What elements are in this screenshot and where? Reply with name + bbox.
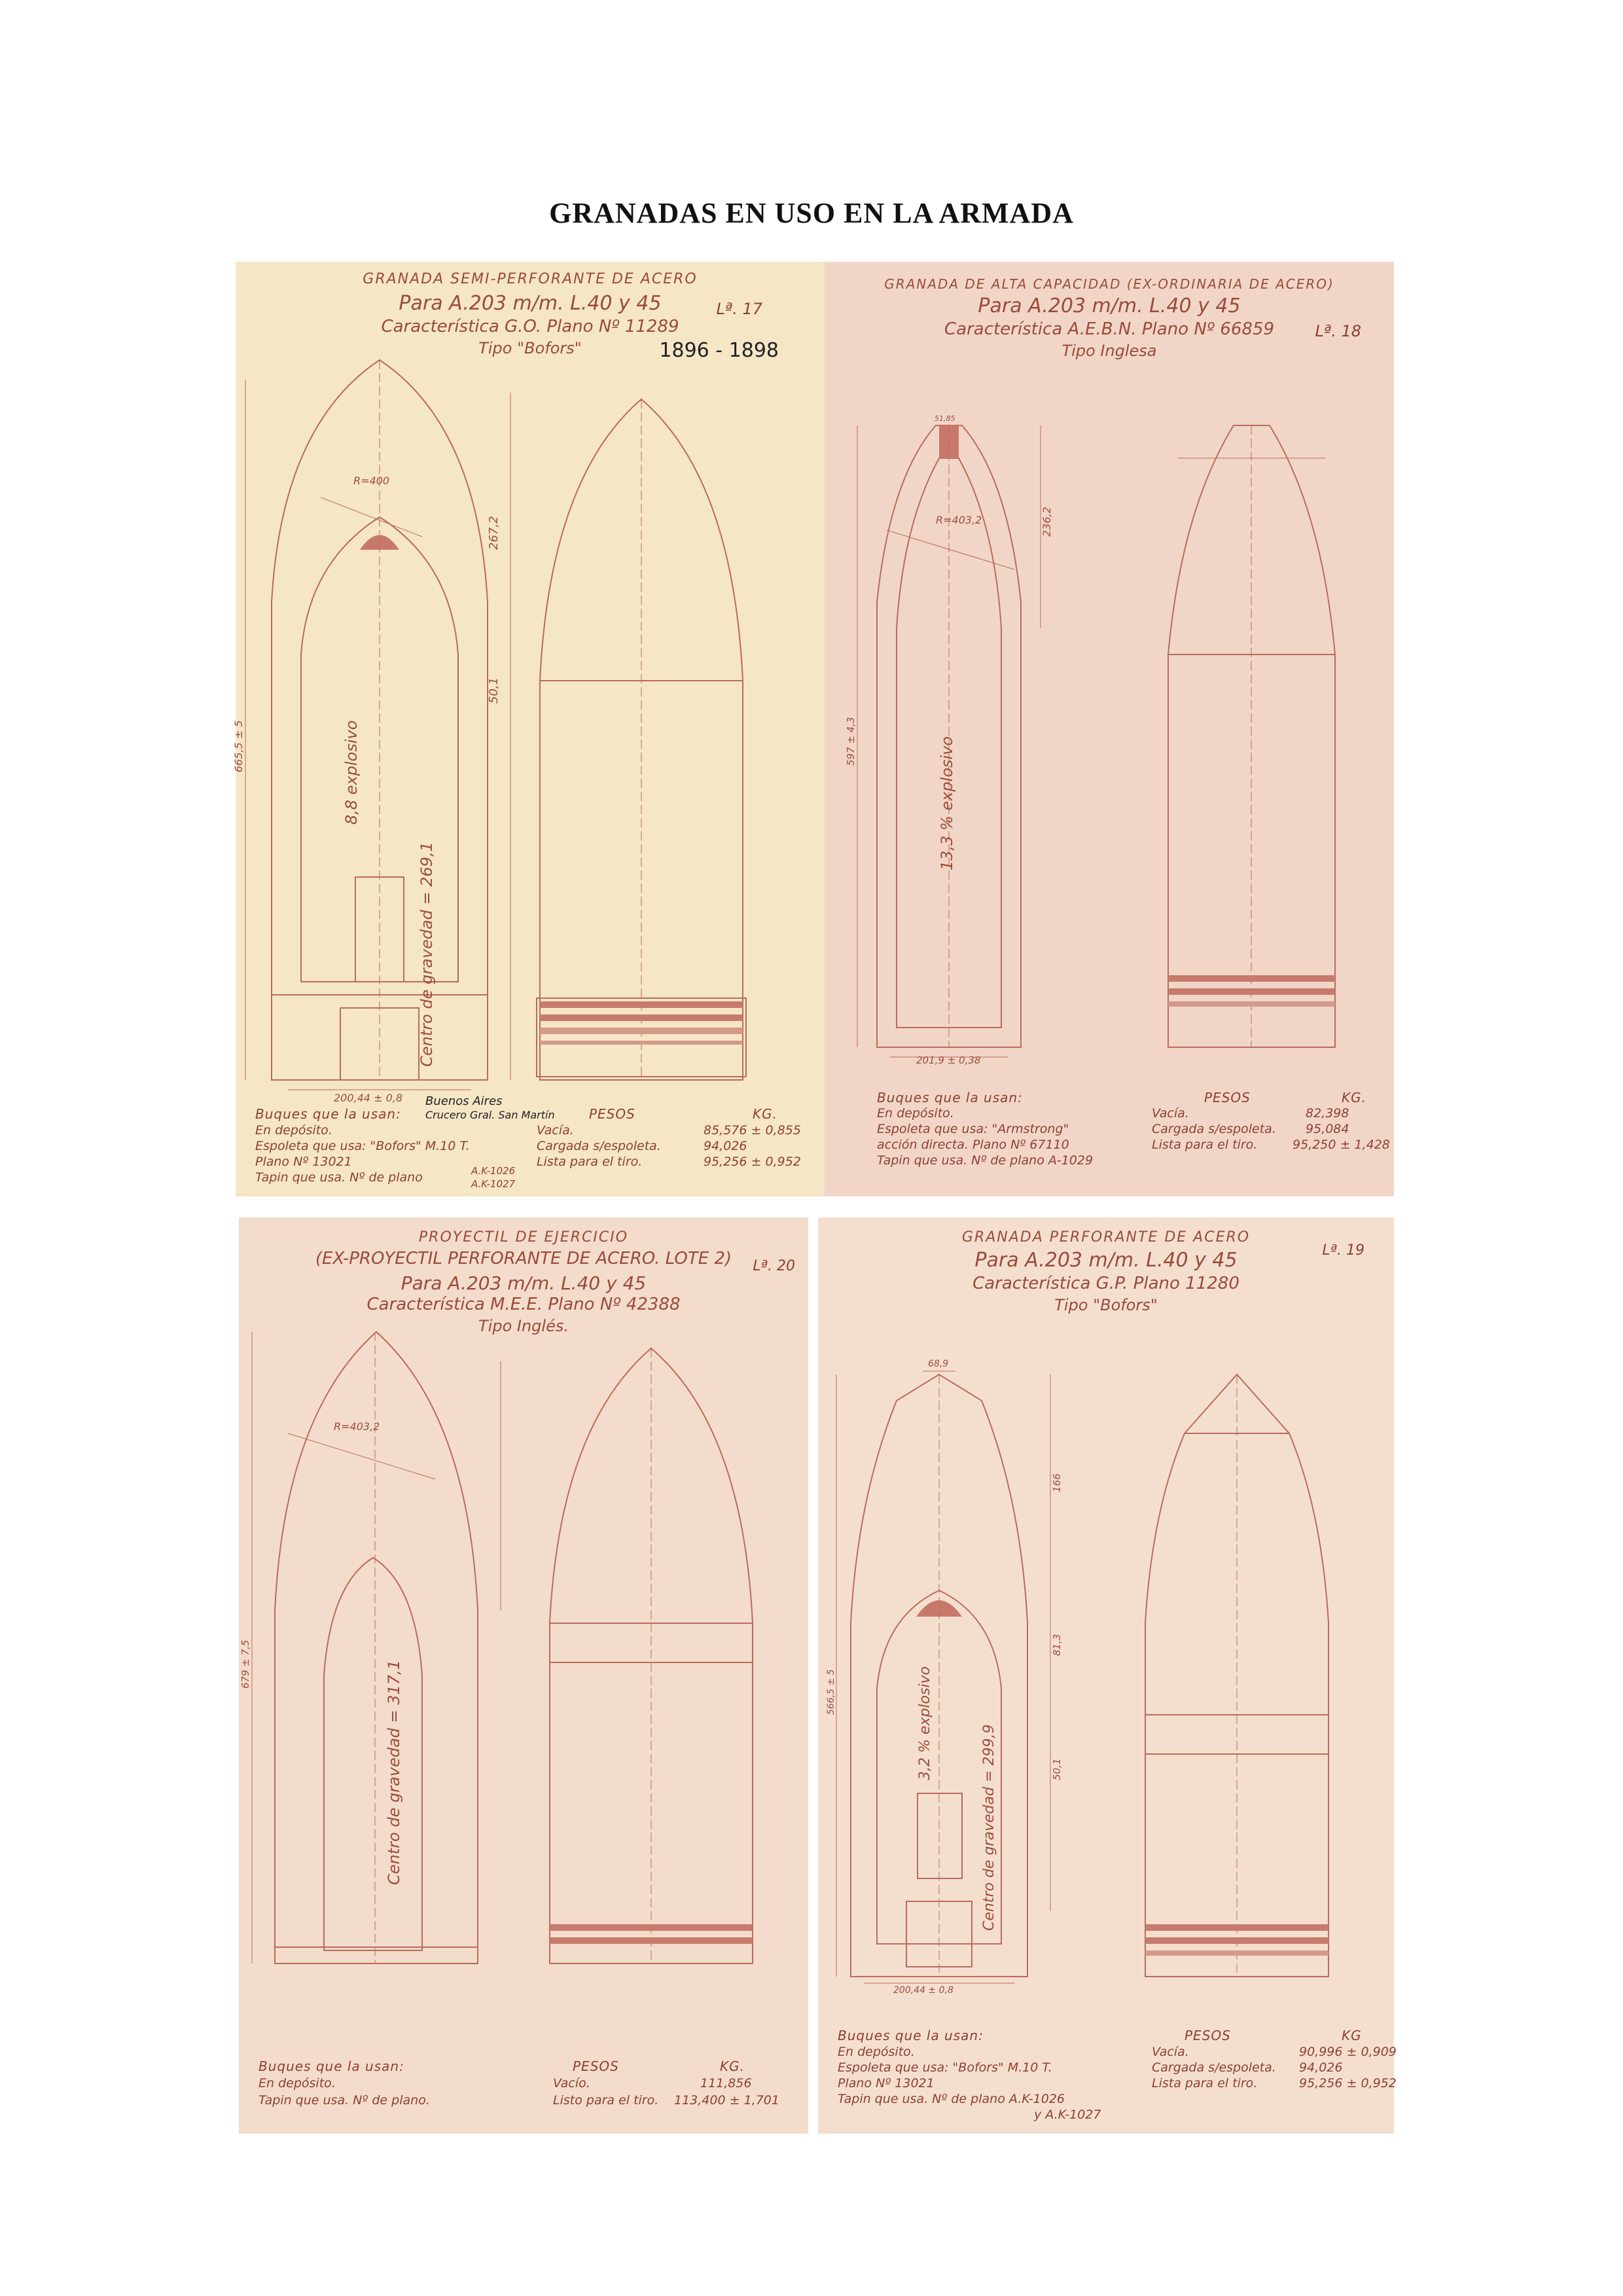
plate-header-line: Tipo Inglesa: [1061, 342, 1157, 360]
footer-row-value: 113,400 ± 1,701: [674, 2093, 779, 2108]
footer-row-mid: Vacía.: [1152, 1106, 1189, 1121]
driving-band: [1145, 1924, 1329, 1956]
footer-row-left: acción directa. Plano Nº 67110: [877, 1138, 1069, 1152]
plate-alta-capacidad: [825, 262, 1394, 1196]
explosive-label: 8,8 explosivo: [342, 720, 361, 825]
footer-row-mid: Vacía.: [1152, 2045, 1189, 2059]
footer-row-mid: Vacío.: [553, 2076, 590, 2090]
plate-perforante: [818, 1217, 1397, 2134]
plate-header-line: Característica G.O. Plano Nº 11289: [381, 317, 679, 336]
handwritten-years: 1896 - 1898: [659, 339, 779, 362]
dim-label: 50,1: [487, 677, 501, 704]
lamina-number: Lª. 18: [1315, 322, 1361, 340]
radius-label: R=400: [353, 475, 390, 487]
ships-label: Buques que la usan:: [877, 1090, 1023, 1105]
footer-row-left: Tapin que usa. Nº de plano: [255, 1170, 423, 1185]
dim-label: 566,5 ± 5: [826, 1669, 836, 1715]
plate-header-line: PROYECTIL DE EJERCICIO: [418, 1229, 629, 1246]
footer-row-left: Tapin que usa. Nº de plano A.K-1026: [838, 2092, 1065, 2106]
footer-row-value: 111,856: [700, 2076, 752, 2090]
footer-row-value: 94,026: [1299, 2060, 1343, 2075]
plan-ref: A.K-1027: [471, 1178, 516, 1190]
dim-label: 51,85: [935, 414, 955, 423]
weights-label: PESOS: [1185, 2028, 1231, 2043]
footer-row-mid: Lista para el tiro.: [1152, 2076, 1258, 2090]
gravity-label: Centro de gravedad = 269,1: [418, 842, 436, 1067]
dim-label: 679 ± 7,5: [240, 1640, 251, 1689]
ships-label: Buques que la usan:: [255, 1106, 401, 1122]
kg-label: KG: [1342, 2028, 1362, 2043]
plate-header-line: Tipo "Bofors": [478, 339, 582, 357]
shell-drawing: [239, 1217, 808, 2134]
ships-label: Buques que la usan:: [259, 2058, 404, 2074]
plate-header-line: Para A.203 m/m. L.40 y 45: [401, 1272, 647, 1294]
footer-row-mid: Vacía.: [537, 1123, 574, 1138]
gravity-label: Centro de gravedad = 317,1: [385, 1660, 403, 1885]
weights-label: PESOS: [589, 1106, 635, 1122]
fuze-pocket: [918, 1793, 962, 1878]
plate-header-line: Característica A.E.B.N. Plano Nº 66859: [944, 319, 1275, 339]
footer-row-value: 95,256 ± 0,952: [704, 1155, 801, 1169]
ships-handwritten: Buenos Aires: [425, 1094, 503, 1108]
plate-header-line: (EX-PROYECTIL PERFORANTE DE ACERO. LOTE 2): [315, 1249, 732, 1268]
page-title: GRANADAS EN USO EN LA ARMADA: [549, 197, 1074, 229]
footer-row-left: Tapin que usa. Nº de plano A-1029: [877, 1153, 1094, 1168]
kg-label: KG.: [753, 1106, 777, 1122]
dim-label: 201,9 ± 0,38: [916, 1054, 981, 1066]
plate-header-line: Tipo Inglés.: [478, 1317, 569, 1335]
ships-handwritten: Crucero Gral. San Martín: [425, 1109, 555, 1121]
lamina-number: Lª. 20: [753, 1258, 795, 1274]
shell-drawing: [825, 262, 1394, 1196]
dim-label: 597 ± 4,3: [845, 717, 857, 766]
dim-label: 50,1: [1051, 1758, 1063, 1780]
weights-label: PESOS: [573, 2058, 619, 2074]
shell-cavity-outline: [324, 1558, 422, 1950]
plate-header-line: Tipo "Bofors": [1054, 1296, 1158, 1314]
shell-drawing: [232, 262, 825, 1196]
plate-header-line: Característica M.E.E. Plano Nº 42388: [366, 1295, 681, 1314]
dim-label: 200,44 ± 0,8: [334, 1092, 403, 1104]
dim-label: 200,44 ± 0,8: [893, 1985, 954, 1996]
footer-row-left: En depósito.: [877, 1106, 954, 1121]
footer-row-value: 82,398: [1306, 1106, 1349, 1121]
radius-label: R=403,2: [936, 514, 982, 526]
plate-header-line: GRANADA DE ALTA CAPACIDAD (EX-ORDINARIA DE ACERO): [884, 276, 1334, 292]
footer-row-left: Espoleta que usa: "Armstrong": [877, 1122, 1069, 1136]
dim-label: 166: [1051, 1473, 1063, 1492]
explosive-label: 13,3 % explosivo: [938, 736, 956, 870]
footer-row-mid: Cargada s/espoleta.: [1152, 1122, 1276, 1136]
dim-label: 68,9: [928, 1359, 949, 1369]
footer-row-mid: Lista para el tiro.: [537, 1155, 643, 1169]
plate-header-line: GRANADA SEMI-PERFORANTE DE ACERO: [363, 271, 698, 287]
plate-header-line: Para A.203 m/m. L.40 y 45: [978, 295, 1241, 317]
driving-band: [550, 1924, 753, 1944]
explosive-label: 3,2 % explosivo: [917, 1666, 933, 1780]
footer-row-value: 85,576 ± 0,855: [704, 1123, 801, 1138]
lamina-number: Lª. 19: [1322, 1242, 1364, 1259]
footer-row-mid: Listo para el tiro.: [553, 2093, 659, 2108]
footer-row-mid: Cargada s/espoleta.: [537, 1139, 661, 1153]
ships-label: Buques que la usan:: [838, 2028, 984, 2043]
lamina-number: Lª. 17: [716, 300, 762, 318]
footer-row-value: 95,256 ± 0,952: [1299, 2076, 1397, 2090]
footer-row-left: Espoleta que usa: "Bofors" M.10 T.: [255, 1139, 470, 1153]
radius-label: R=403,2: [334, 1420, 380, 1433]
dim-label: 81,3: [1051, 1634, 1063, 1656]
footer-row-value: 95,084: [1306, 1122, 1349, 1136]
footer-row-left: y A.K-1027: [1034, 2108, 1101, 2122]
plate-header-line: GRANADA PERFORANTE DE ACERO: [961, 1229, 1251, 1246]
dim-label: 267,2: [487, 516, 501, 550]
plate-header-line: Característica G.P. Plano 11280: [972, 1274, 1240, 1293]
footer-row-value: 90,996 ± 0,909: [1299, 2045, 1397, 2059]
footer-row-mid: Cargada s/espoleta.: [1152, 2060, 1276, 2075]
dim-label: 236,2: [1041, 507, 1053, 537]
footer-row-value: 95,250 ± 1,428: [1293, 1138, 1390, 1152]
plate-semi-perforante: [232, 262, 825, 1196]
footer-row-left: En depósito.: [259, 2076, 336, 2090]
gravity-label: Centro de gravedad = 299,9: [981, 1724, 997, 1931]
footer-row-left: Tapin que usa. Nº de plano.: [259, 2093, 430, 2108]
footer-row-left: Plano Nº 13021: [255, 1155, 352, 1169]
plate-proyectil-ejercicio: [239, 1217, 808, 2134]
footer-row-mid: Lista para el tiro.: [1152, 1138, 1258, 1152]
driving-band: [1168, 975, 1335, 1007]
plate-header-line: Para A.203 m/m. L.40 y 45: [974, 1249, 1238, 1272]
dim-label: 665,5 ± 5: [232, 720, 245, 772]
kg-label: KG.: [1342, 1090, 1366, 1105]
weights-label: PESOS: [1204, 1090, 1251, 1105]
plate-header-line: Para A.203 m/m. L.40 y 45: [399, 292, 662, 315]
footer-row-value: 94,026: [704, 1139, 747, 1153]
footer-row-left: Espoleta que usa: "Bofors" M.10 T.: [838, 2060, 1052, 2075]
footer-row-left: En depósito.: [255, 1123, 332, 1138]
kg-label: KG.: [720, 2058, 745, 2074]
footer-row-left: Plano Nº 13021: [838, 2076, 935, 2090]
footer-row-left: En depósito.: [838, 2045, 915, 2059]
plan-ref: A.K-1026: [471, 1165, 516, 1177]
shell-drawing: [818, 1217, 1394, 2134]
